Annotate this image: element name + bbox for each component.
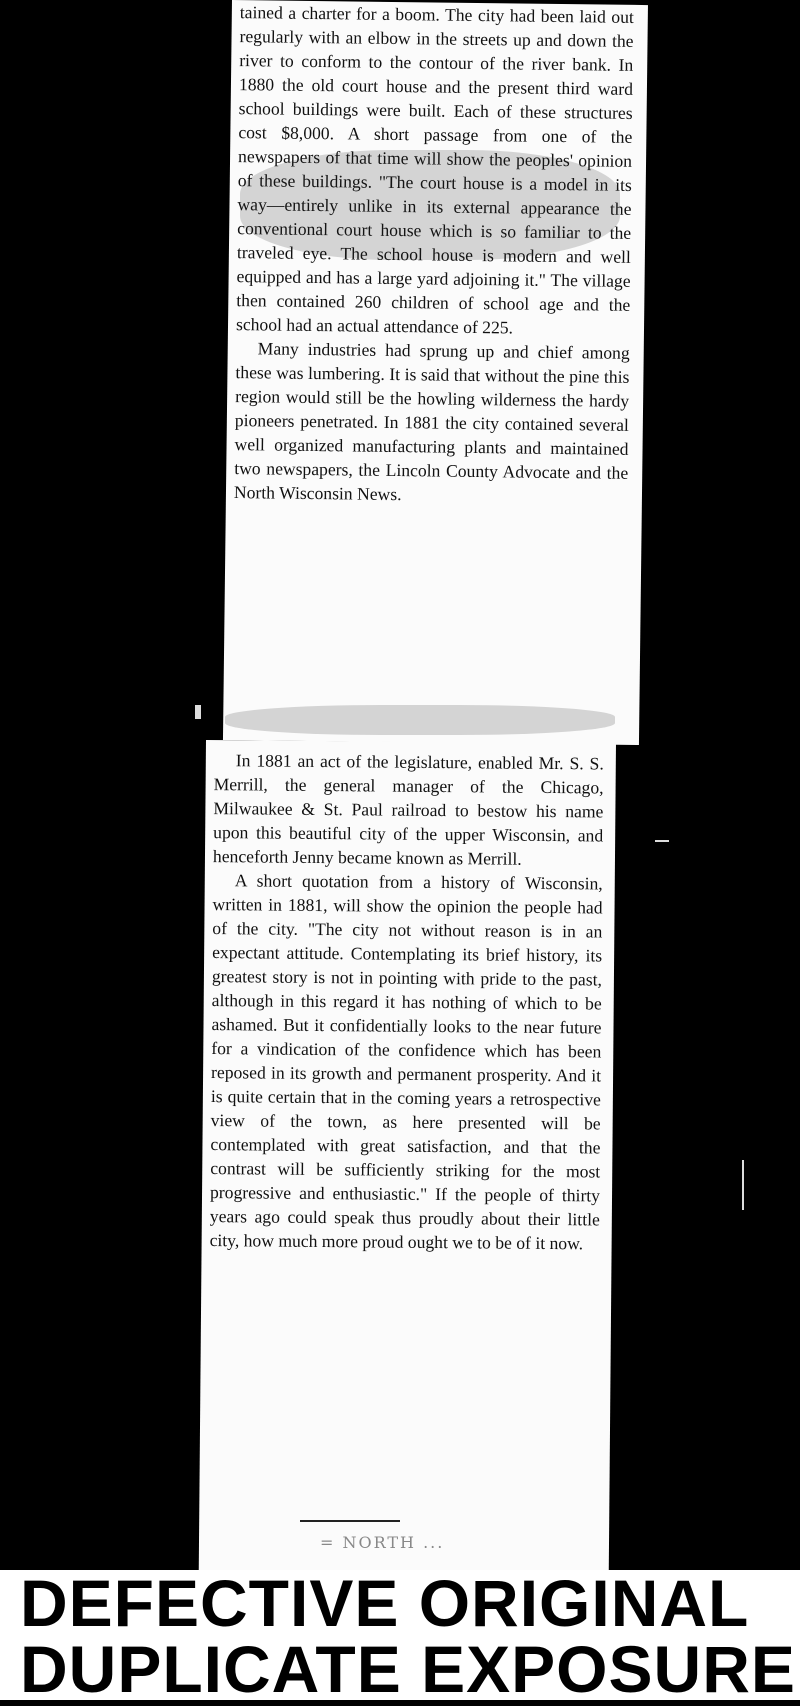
paragraph-industries: Many industries had sprung up and chief among these was lumbering. It is said that without the pine this region would still be the howling wilderness the hardy pioneers penetrated. In 1881 the city contained several well organized manufacturing plants and maintained two newspapers, the Lincoln County Advocate and the North Wisconsin News.: [233, 338, 630, 505]
clipping-upper-column: [223, 0, 648, 745]
notice-duplicate-exposure: DUPLICATE EXPOSURE: [20, 1632, 796, 1706]
paragraph-merrill-name: In 1881 an act of the legislature, enabled Mr. S. S. Merrill, the general manager of the Chicago, Milwaukee & St. Paul railroad to bestow his name upon this beautiful city of the upper Wisconsin, and henceforth Jenny became known as Merrill.: [212, 750, 604, 869]
clipping-lower-column: [199, 740, 616, 1574]
notice-defective-original: DEFECTIVE ORIGINAL: [20, 1566, 750, 1640]
film-speck: [742, 1160, 744, 1210]
ink-smudge: [225, 705, 615, 735]
paragraph-history-quote: A short quotation from a history of Wisconsin, written in 1881, will show the opinion the people had of the city. "The city not without reason is in an expectant attitude. Contemplating its brief history, its greatest story is not in pointing with pride to the past, although in this regard it has nothing of which to be ashamed. But it confidentially looks to the near future for a vindication of the confidence which has been reposed in its growth and permanent prosperity. And it is quite certain that in the coming years a retrospective view of the town, as here presented will be contemplated with great satisfaction, and that the contrast will be sufficiently striking for the most progressive and enthusiastic." If the people of thirty years ago could speak thus proudly about their little city, how much more proud ought we to be of it now.: [209, 870, 603, 1254]
ink-smudge: [240, 150, 620, 260]
film-speck: [655, 840, 669, 842]
defective-original-notice: [0, 1566, 800, 1706]
paragraph-courthouse-schools: tained a charter for a boom. The city had been laid out regularly with an elbow in the streets up and down the river to conform to the contour of the river bank. In 1880 the old court house and the present third ward school buildings were built. Each of these structures cost $8,000. A short passage from one of the newspapers of that time will show the peoples' opinion of these buildings. "The court house is a model in its way—entirely unlike in its external appearance the conventional court house which is so familiar to the traveled eye. The school house is modern and well equipped and has a large yard adjoining it." The village then contained 260 children of school age and the school had an actual attendance of 225.: [235, 2, 634, 338]
faint-footer-text: = NORTH ...: [320, 1533, 445, 1552]
film-speck: [195, 705, 201, 719]
end-rule: [300, 1520, 400, 1522]
